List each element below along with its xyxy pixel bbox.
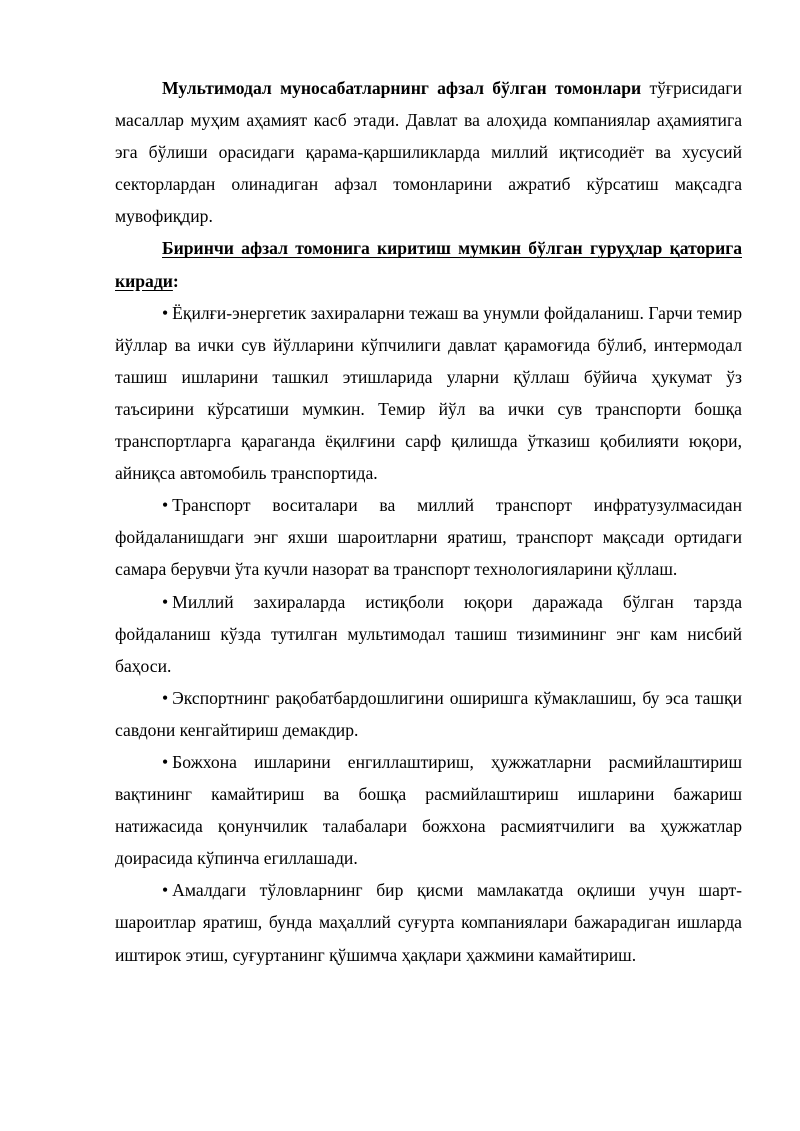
bullet-text: Транспорт воситалари ва миллий транспорт инфратузулмасидан фойдаланишдаги энг яхши шароитларни яратиш, транспорт мақсади ортидаги самара берувчи ўта кучли назорат ва транспорт технологияларини қўллаш. [115,495,742,580]
section-heading [115,232,742,296]
bullet-icon: • [162,302,169,323]
bullet-icon: • [162,591,169,612]
document-page [115,72,742,971]
bullet-paragraph [115,746,742,874]
bullet-text: Экспортнинг рақобатбардошлигини оширишга кўмаклашиш, бу эса ташқи савдони кенгайтириш демакдир. [115,687,742,740]
bullet-icon: • [162,880,169,901]
intro-text: тўғрисидаги масаллар муҳим аҳамият касб этади. Давлат ва алоҳида компаниялар аҳамиятига эга бўлиши орасидаги қарама-қаршиликларда миллий иқтисодиёт ва хусусий секторлардан олинадиган афзал томонларини ажратиб кўрсатиш мақсадга мувофиқдир. [115,78,742,227]
bullet-paragraph [115,874,742,970]
bullet-icon: • [162,495,169,516]
bullet-text: Божхона ишларини енгиллаштириш, ҳужжатларни расмийлаштириш вақтининг камайтириш ва бошқа расмийлаштириш ишларини бажариш натижасида қонунчилик талабалари божхона расмиятчилиги ва ҳужжатлар доирасида кўпинча егиллашади. [115,751,742,869]
bullet-icon: • [162,751,169,772]
bullet-paragraph [115,489,742,585]
bullet-text: Миллий захираларда истиқболи юқори даражада бўлган тарзда фойдаланиш кўзда тутилган мультимодал ташиш тизимининг энг кам нисбий баҳоси. [115,591,742,676]
bullet-text: Ёқилғи-энергетик захираларни тежаш ва унумли фойдаланиш. Гарчи темир йўллар ва ички сув йўлларини кўпчилиги давлат қарамоғида бўлиб, интермодал ташиш ишларини ташкил этишларида уларни қўллаш бўйича ҳукумат ўз таъсирини кўрсатиши мумкин. Темир йўл ва ички сув транспорти бошқа транспортларга қараганда ёқилғини сарф қилишда ўтказиш қобилияти юқори, айниқса автомобиль транспортида. [115,302,742,484]
bullet-paragraph [115,297,742,490]
bullet-paragraph [115,586,742,682]
bullet-paragraph [115,682,742,746]
bullet-icon: • [162,687,169,708]
intro-paragraph [115,72,742,232]
intro-lead: Мультимодал муносабатларнинг афзал бўлган томонлари [162,78,642,98]
bullet-text: Амалдаги тўловларнинг бир қисми мамлакатда оқлиши учун шарт-шароитлар яратиш, бунда маҳаллий суғурта компаниялари бажарадиган ишларда иштирок этиш, суғуртанинг қўшимча ҳақлари ҳажмини камайтириш. [115,880,742,965]
section-heading-colon: : [172,270,179,291]
section-heading-text: Биринчи афзал томонига киритиш мумкин бўлган гуруҳлар қаторига киради [115,238,742,291]
